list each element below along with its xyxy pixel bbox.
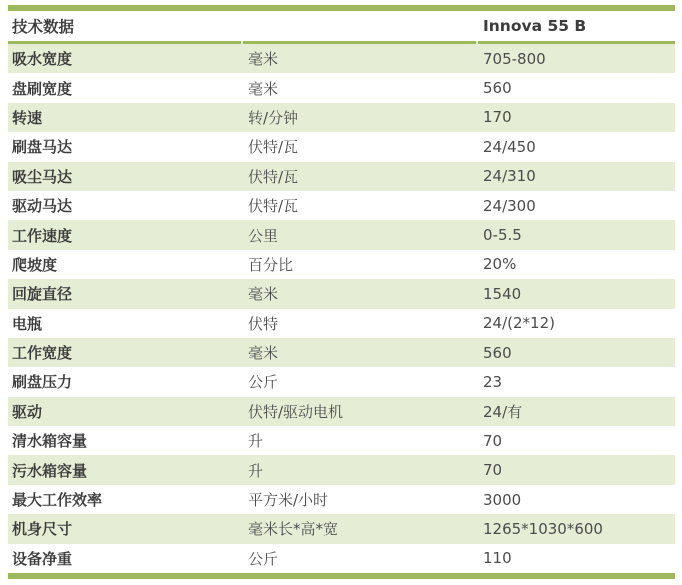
spec-unit: 毫米 bbox=[248, 285, 279, 304]
spec-label: 刷盘马达 bbox=[12, 138, 73, 157]
table-row bbox=[8, 397, 675, 426]
spec-unit: 毫米 bbox=[248, 344, 279, 363]
spec-label: 驱动马达 bbox=[12, 197, 73, 216]
spec-unit: 伏特/驱动电机 bbox=[248, 402, 344, 421]
spec-value: 70 bbox=[483, 431, 503, 450]
spec-unit: 公里 bbox=[248, 226, 279, 245]
table-row bbox=[8, 44, 675, 73]
spec-unit: 公斤 bbox=[248, 373, 279, 392]
table-row bbox=[8, 132, 675, 161]
spec-value: 24/450 bbox=[483, 137, 536, 156]
spec-value: 23 bbox=[483, 372, 503, 391]
spec-value: 70 bbox=[483, 461, 503, 480]
spec-unit: 升 bbox=[248, 432, 264, 451]
spec-value: 24/有 bbox=[483, 402, 523, 421]
table-row bbox=[8, 455, 675, 484]
spec-label: 最大工作效率 bbox=[12, 491, 103, 510]
spec-label: 机身尺寸 bbox=[12, 520, 73, 539]
table-row bbox=[8, 103, 675, 132]
spec-value: 20% bbox=[483, 255, 517, 274]
table-row bbox=[8, 338, 675, 367]
table-row bbox=[8, 250, 675, 279]
table-row bbox=[8, 367, 675, 396]
spec-table bbox=[8, 5, 675, 579]
table-row bbox=[8, 191, 675, 220]
spec-label: 刷盘压力 bbox=[12, 373, 73, 392]
spec-value: 110 bbox=[483, 549, 512, 568]
table-row bbox=[8, 426, 675, 455]
table-row bbox=[8, 485, 675, 514]
spec-value: 560 bbox=[483, 343, 512, 362]
spec-label: 吸尘马达 bbox=[12, 167, 73, 186]
spec-label: 转速 bbox=[12, 108, 43, 127]
spec-unit: 毫米 bbox=[248, 79, 279, 98]
spec-unit: 伏特/瓦 bbox=[248, 197, 299, 216]
spec-value: 560 bbox=[483, 79, 512, 98]
table-header-row bbox=[8, 11, 675, 41]
model-name: Innova 55 B bbox=[483, 17, 587, 35]
table-row bbox=[8, 279, 675, 308]
spec-label: 爬坡度 bbox=[12, 255, 58, 274]
table-row bbox=[8, 220, 675, 249]
spec-value: 24/310 bbox=[483, 167, 536, 186]
table-row bbox=[8, 162, 675, 191]
spec-value: 24/(2*12) bbox=[483, 314, 555, 333]
spec-unit: 升 bbox=[248, 461, 264, 480]
spec-label: 电瓶 bbox=[12, 314, 43, 333]
spec-unit: 公斤 bbox=[248, 549, 279, 568]
spec-value: 170 bbox=[483, 108, 512, 127]
table-row bbox=[8, 544, 675, 573]
bottom-border-bar bbox=[8, 573, 675, 579]
spec-label: 清水箱容量 bbox=[12, 432, 88, 451]
spec-unit: 毫米 bbox=[248, 50, 279, 69]
spec-value: 24/300 bbox=[483, 196, 536, 215]
spec-label: 回旋直径 bbox=[12, 285, 73, 304]
header-underline bbox=[8, 41, 675, 44]
spec-label: 污水箱容量 bbox=[12, 461, 88, 480]
spec-label: 工作宽度 bbox=[12, 344, 73, 363]
table-title: 技术数据 bbox=[12, 18, 75, 36]
spec-unit: 转/分钟 bbox=[248, 108, 299, 127]
spec-label: 设备净重 bbox=[12, 549, 73, 568]
table-row bbox=[8, 73, 675, 102]
spec-label: 工作速度 bbox=[12, 226, 73, 245]
spec-unit: 伏特/瓦 bbox=[248, 167, 299, 186]
spec-unit: 伏特 bbox=[248, 314, 279, 333]
spec-value: 0-5.5 bbox=[483, 226, 522, 245]
spec-unit: 伏特/瓦 bbox=[248, 138, 299, 157]
spec-label: 盘刷宽度 bbox=[12, 79, 73, 98]
spec-unit: 毫米长*高*宽 bbox=[248, 520, 339, 539]
column-boundary-notch bbox=[241, 41, 243, 44]
table-row bbox=[8, 309, 675, 338]
table-row bbox=[8, 514, 675, 543]
spec-unit: 平方米/小时 bbox=[248, 491, 329, 510]
spec-value: 1540 bbox=[483, 284, 522, 303]
spec-label: 吸水宽度 bbox=[12, 50, 73, 69]
spec-value: 3000 bbox=[483, 490, 522, 509]
spec-value: 705-800 bbox=[483, 49, 546, 68]
spec-label: 驱动 bbox=[12, 402, 43, 421]
spec-value: 1265*1030*600 bbox=[483, 519, 603, 538]
column-boundary-notch bbox=[476, 41, 478, 44]
spec-unit: 百分比 bbox=[248, 255, 294, 274]
